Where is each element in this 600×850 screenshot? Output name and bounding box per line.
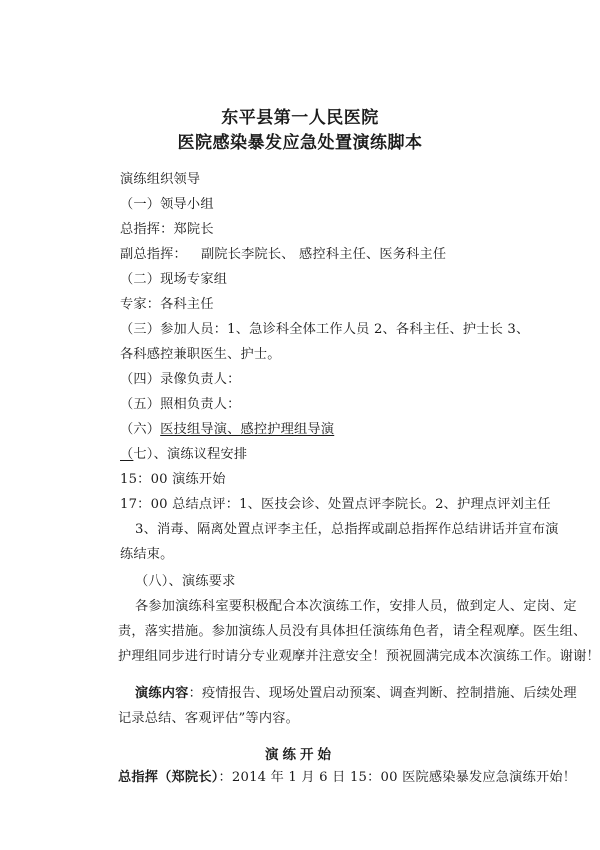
expert: 专家：各科主任 [120,297,214,312]
schedule-heading [120,443,247,462]
schedule-heading-prefix: （ [120,447,134,462]
drill-content-line-1 [135,682,577,701]
deputy-commander [120,243,446,262]
summary-line-3: 练结束。 [120,547,174,562]
drill-content-line-2: 记录总结、客观评估”等内容。 [118,711,299,726]
document-title: 医院感染暴发应急处置演练脚本 [177,133,423,153]
participants-line-2: 各科感控兼职医生、护士。 [120,347,281,362]
requirements-heading: （八）、演练要求 [135,574,236,589]
drill-content-text: ：疫情报告、现场处置启动预案、调查判断、控制措施、后续处理 [188,686,577,701]
summary-line-1: 17：00 总结点评：1、医技会诊、处置点评李院长。2、护理点评刘主任 [120,497,551,512]
guides-text: 医技组导演、感控护理组导演 [160,422,335,437]
summary-line-2: 3、消毒、隔离处置点评李主任，总指挥或副总指挥作总结讲话并宣布演 [135,522,559,537]
schedule-heading-text: 七）、演练议程安排 [133,447,248,462]
video-lead: （四）录像负责人： [120,372,241,387]
deputy-value: 副院长李院长、 感控科主任、医务科主任 [200,247,447,262]
schedule-start: 15：00 演练开始 [120,472,226,487]
requirements-line-1: 各参加演练科室要积极配合本次演练工作，安排人员，做到定人、定岗、定 [135,599,577,614]
drill-start-text: ：2014 年 1 月 6 日 15：00 医院感染暴发应急演练开始！ [218,770,577,785]
guides-prefix: （六） [120,422,161,437]
guides [120,418,334,437]
drill-start-speech [118,766,576,785]
drill-start-speaker: 总指挥（郑院长） [118,770,219,785]
commander: 总指挥：郑院长 [120,222,214,237]
org-heading: 演练组织领导 [120,172,201,187]
deputy-label: 副总指挥： [120,247,187,262]
requirements-line-3: 护理组同步进行时请分专业观摩并注意安全！预祝圆满完成本次演练工作。谢谢！ [118,649,600,664]
hospital-name: 东平县第一人民医院 [221,108,379,128]
leader-group: （一）领导小组 [120,197,214,212]
participants-line-1: （三）参加人员：1、急诊科全体工作人员 2、各科主任、护士长 3、 [120,322,530,337]
requirements-line-2: 责，落实措施。参加演练人员没有具体担任演练角色者，请全程观摩。医生组、 [118,624,587,639]
expert-group: （二）现场专家组 [120,272,228,287]
photo-lead: （五）照相负责人： [120,397,241,412]
drill-start-heading: 演练开始 [265,747,335,763]
drill-content-label: 演练内容 [135,686,189,701]
